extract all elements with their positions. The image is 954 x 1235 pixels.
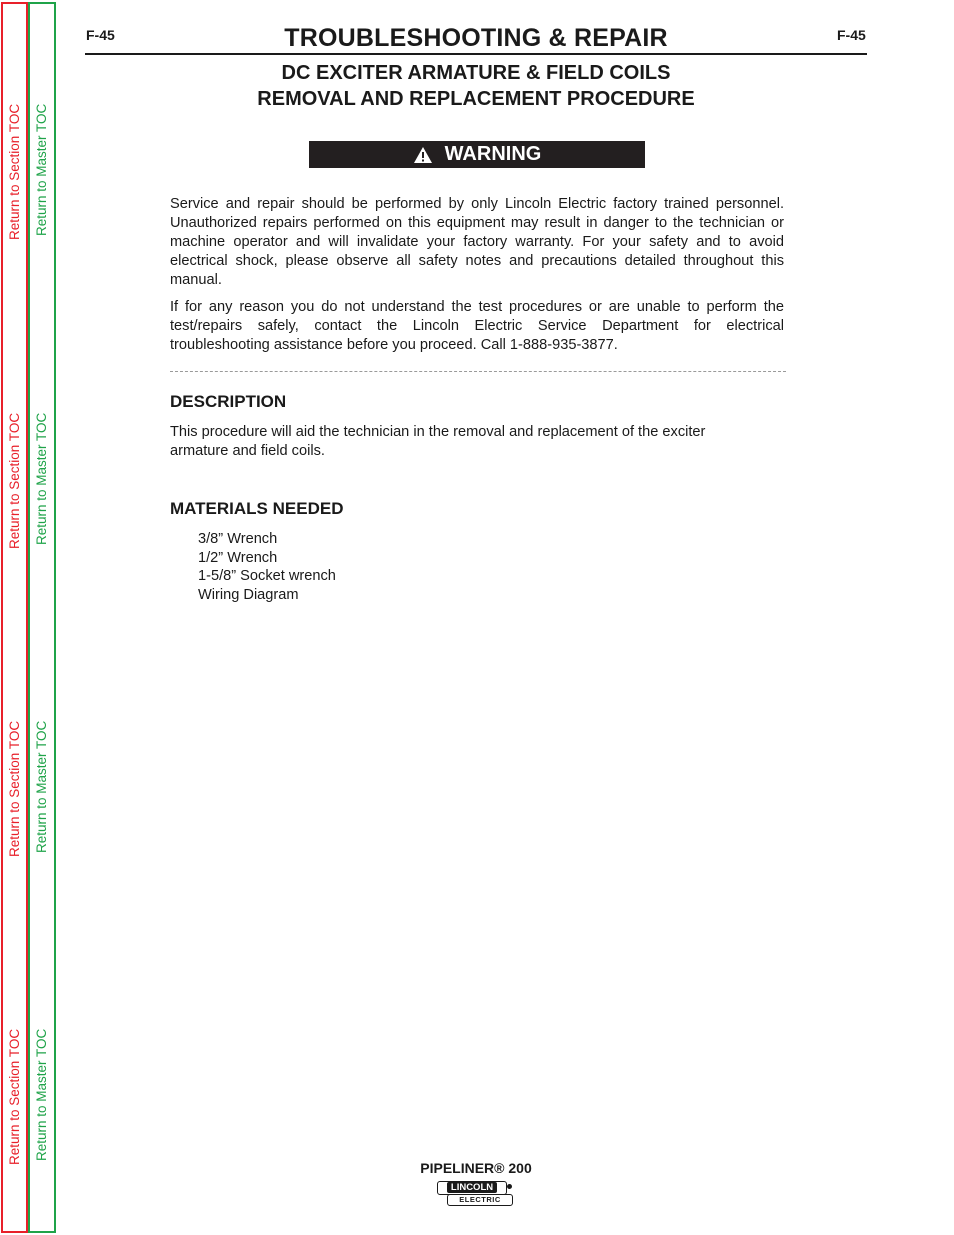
return-to-section-toc-link[interactable]: Return to Section TOC xyxy=(7,103,22,240)
return-to-master-toc-link[interactable]: Return to Master TOC xyxy=(34,103,49,236)
logo-bottom: ELECTRIC xyxy=(447,1194,513,1206)
description-text: This procedure will aid the technician in the removal and replacement of the exciter armature and field coils. xyxy=(170,424,706,459)
page-number-right: F-45 xyxy=(837,27,866,43)
list-item: 1-5/8” Socket wrench xyxy=(198,568,336,585)
return-to-master-toc-link[interactable]: Return to Master TOC xyxy=(34,1028,49,1161)
warning-paragraph: Service and repair should be performed by only Lincoln Electric factory trained personnel. Unauthorized repairs performed on this equipment may result in danger to the technician or machine operator and will invalidate your factory warranty. For your safety and to avoid electrical shock, please observe all safety notes and precautions detailed throughout this manual. xyxy=(170,196,784,288)
logo-top: LINCOLN xyxy=(437,1181,507,1195)
warning-label: WARNING xyxy=(444,143,542,165)
return-to-master-toc-link[interactable]: Return to Master TOC xyxy=(34,412,49,545)
list-item: 1/2” Wrench xyxy=(198,549,278,566)
return-to-master-toc-link[interactable]: Return to Master TOC xyxy=(34,720,49,853)
master-toc-column xyxy=(28,2,56,1233)
warning-paragraph: If for any reason you do not understand the test procedures or are unable to perform the test/repairs safely, contact the Lincoln Electric Service Department for electrical troubleshooting assistance before you proceed. Call 1-888-935-3877. xyxy=(170,299,784,353)
return-to-section-toc-link[interactable]: Return to Section TOC xyxy=(7,412,22,549)
section-toc-column xyxy=(1,2,28,1233)
page-number-left: F-45 xyxy=(86,27,115,43)
materials-list xyxy=(198,530,336,604)
materials-heading: MATERIALS NEEDED xyxy=(170,499,344,518)
list-item: Wiring Diagram xyxy=(198,586,299,603)
warning-banner xyxy=(309,141,645,168)
registered-mark-icon xyxy=(507,1184,512,1189)
warning-triangle-icon xyxy=(413,146,433,164)
lincoln-electric-logo xyxy=(437,1181,515,1207)
section-divider xyxy=(170,371,786,372)
description-heading: DESCRIPTION xyxy=(170,392,287,411)
page-title: TROUBLESHOOTING & REPAIR xyxy=(284,24,668,52)
title-rule xyxy=(85,53,867,55)
procedure-title-line2: REMOVAL AND REPLACEMENT PROCEDURE xyxy=(257,88,695,110)
return-to-section-toc-link[interactable]: Return to Section TOC xyxy=(7,720,22,857)
procedure-title xyxy=(86,60,866,112)
list-item: 3/8” Wrench xyxy=(198,531,278,547)
return-to-section-toc-link[interactable]: Return to Section TOC xyxy=(7,1028,22,1165)
product-name: PIPELINER® 200 xyxy=(420,1160,532,1176)
procedure-title-line1: DC EXCITER ARMATURE & FIELD COILS xyxy=(281,62,671,84)
